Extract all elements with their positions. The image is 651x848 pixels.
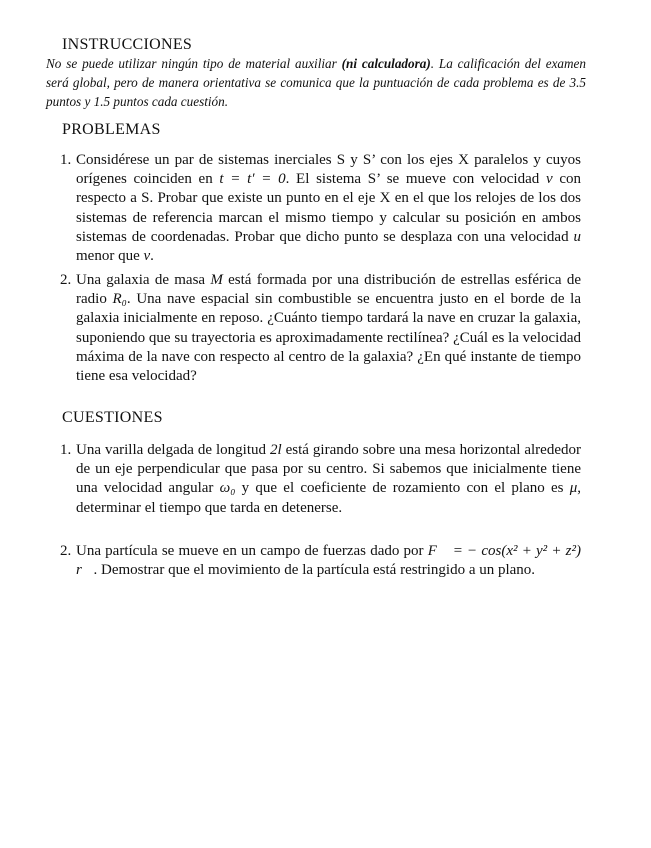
math-expression: R₀	[112, 291, 127, 308]
instructions-text	[46, 54, 586, 111]
problem-text-part: con respecto a S. Probar que existe un punto en el eje X en el que los relojes de los dos sistemas de referencia marcan el mismo tiempo y calcular su posición en ambos sistemas de coordenadas. Probar que dicho punto se desplaza con una velocidad	[76, 171, 581, 245]
instructions-text-end: . La calificación del examen será global, pero de manera orientativa se comunica que la puntuación de cada problema es de 3.5 puntos y 1.5 puntos cada cuestión.	[46, 56, 586, 109]
question-number: 2.	[60, 543, 72, 559]
math-expression: F⃗ = − cos(x² + y² + z²) r⃗	[76, 543, 581, 579]
problem-number: 2.	[60, 272, 72, 288]
question-text	[76, 441, 581, 518]
math-expression: M	[210, 272, 223, 288]
problems-heading: PROBLEMAS	[62, 121, 161, 138]
math-expression: ω₀	[219, 480, 236, 497]
question-item	[46, 542, 581, 580]
question-text	[76, 542, 581, 580]
question-text-part: . Demostrar que el movimiento de la partícula está restringido a un plano.	[93, 562, 536, 579]
math-expression: 2l	[269, 442, 282, 458]
problem-text-part: Considérese un par de sistemas inerciales S y S’ con los ejes X paralelos y cuyos orígenes coinciden en	[76, 152, 581, 188]
problem-text-part: está formada por una distribución de estrellas esférica de radio	[76, 272, 581, 308]
math-expression: t = t′ = 0	[219, 171, 286, 188]
problem-item	[46, 151, 581, 266]
problem-number: 1.	[60, 152, 72, 168]
question-text-part: Una partícula se mueve en un campo de fuerzas dado por	[76, 543, 428, 559]
problem-text-part: . El sistema S’ se mueve con velocidad	[285, 171, 546, 188]
question-text-part: está girando sobre una mesa horizontal alrededor de un eje perpendicular que pasa por su centro. Si sabemos que inicialmente tiene una velocidad angular	[76, 442, 581, 497]
question-text-part: Una varilla delgada de longitud	[76, 442, 270, 458]
problem-text-part: Una galaxia de masa	[76, 272, 211, 288]
instructions-text-bold: (ni calculadora)	[341, 56, 431, 71]
questions-heading: CUESTIONES	[62, 409, 163, 426]
question-text-part: , determinar el tiempo que tarda en detenerse.	[76, 480, 581, 516]
math-expression: v	[143, 248, 151, 265]
problem-text	[76, 271, 581, 386]
problem-text-part: .	[150, 248, 154, 265]
math-expression: v	[545, 171, 553, 188]
question-text-part: y que el coeficiente de rozamiento con el plano es	[235, 480, 570, 497]
math-expression: u	[573, 228, 581, 245]
question-number: 1.	[60, 442, 72, 458]
problem-text-part: . Una nave espacial sin combustible se encuentra justo en el borde de la galaxia inicialmente en reposo. ¿Cuánto tiempo tardará la nave en cruzar la galaxia, suponiendo que su trayectoria es aproximadamente rectilínea? ¿Cuál es la velocidad máxima de la nave con respecto al centro de la galaxia? ¿En qué instante de tiempo tiene esa velocidad?	[76, 291, 581, 385]
math-expression: μ	[569, 480, 578, 497]
problem-text-part: menor que	[76, 248, 144, 265]
instructions-text-start: No se puede utilizar ningún tipo de material auxiliar	[46, 56, 342, 71]
question-item	[46, 441, 581, 518]
instructions-heading: INSTRUCCIONES	[62, 36, 193, 53]
problem-text	[76, 151, 581, 266]
problem-item	[46, 271, 581, 386]
